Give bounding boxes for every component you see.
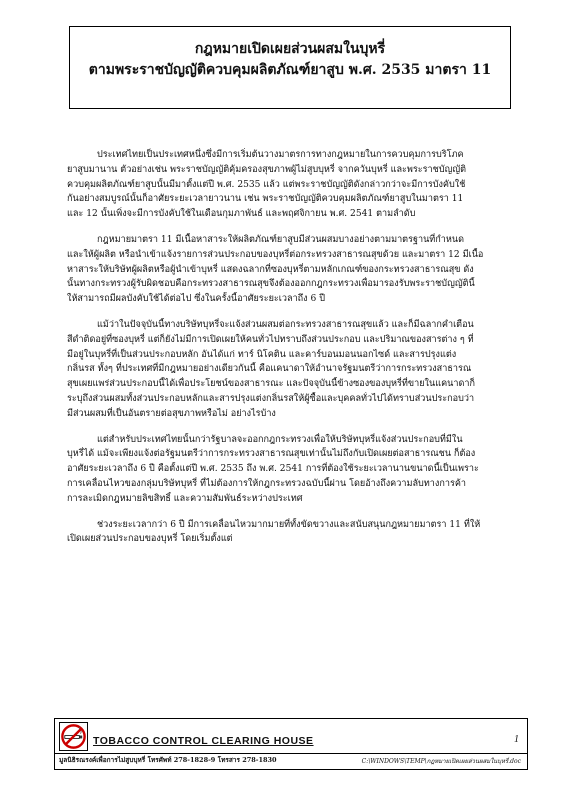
paragraph-line: เปิดเผยส่วนประกอบของบุหรี่ โดยเริ่มตั้งแต่ [67, 534, 233, 545]
paragraph-line: ประเทศไทยเป็นประเทศหนึ่งซึ่งมีการเริ่มต้นวางมาตรการทางกฎหมายในการควบคุมการบริโภค [97, 150, 464, 160]
paragraph [67, 233, 521, 307]
paragraph-line: หาสาระให้บริษัทผู้ผลิตหรือผู้นำเข้าบุหรี่ แสดงฉลากที่ซองบุหรี่ตามหลักเกณฑ์ของกระทรวงสาธารณสุข ดัง [67, 264, 474, 275]
document-title-box [69, 26, 511, 109]
paragraph-line: การเคลื่อนไหวของกลุ่มบริษัทบุหรี่ ที่ไม่ต้องการให้กฎกระทรวงฉบับนี้ผ่าน โดยอ้างถึงความลับทางการค้า [67, 478, 467, 489]
paragraph-line: อาศัยระยะเวลาถึง 6 ปี คือตั้งแต่ปี พ.ศ. 2535 ถึง พ.ศ. 2541 การที่ต้องใช้ระยะเวลานานขนาดนี้เป็นเพราะ [67, 464, 479, 475]
paragraph [67, 148, 521, 222]
paragraph-line: ให้สามารถมีผลบังคับใช้ได้ต่อไป ซึ่งในครั้งนี้อาศัยระยะเวลาถึง 6 ปี [67, 294, 325, 305]
page-footer [54, 718, 528, 770]
paragraph-line: สุขเผยแพร่ส่วนประกอบนี้ได้เพื่อประโยชน์ของสาธารณะ และปัจจุบันนี้ข้างซองของบุหรี่ที่ขายในแคนาดาก็ [67, 379, 476, 390]
paragraph [67, 518, 521, 548]
paragraph-line: และให้ผู้ผลิต หรือนำเข้าแจ้งรายการส่วนประกอบของบุหรี่ต่อกระทรวงสาธารณสุขด้วย และมาตรา 12 มีเนื้อ [67, 249, 484, 260]
paragraph-line: นั้นทางกระทรวงผู้รับผิดชอบคือกระทรวงสาธารณสุขจึงต้องออกกฎกระทรวงเพื่อมารองรับพระราชบัญญัตินี้ [67, 279, 475, 290]
paragraph-line: กฎหมายมาตรา 11 มีเนื้อหาสาระให้ผลิตภัณฑ์ยาสูบมีส่วนผสมบางอย่างตามมาตรฐานที่กำหนด [97, 234, 465, 245]
document-body [67, 148, 521, 558]
document-title-line-2: ตามพระราชบัญญัติควบคุมผลิตภัณฑ์ยาสูบ พ.ศ. 2535 มาตรา 11 [88, 62, 492, 78]
paragraph [67, 433, 521, 507]
paragraph-line: มีส่วนผสมที่เป็นอันตรายต่อสุขภาพหรือไม่ อย่างไรบ้าง [67, 408, 276, 419]
no-smoking-icon [59, 722, 88, 751]
org-name: TOBACCO CONTROL CLEARING HOUSE [93, 735, 314, 747]
paragraph-line: ควบคุมผลิตภัณฑ์ยาสูบนั้นมีมาตั้งแต่ปี พ.ศ. 2535 แล้ว แต่พระราชบัญญัติดังกล่าวกว่าจะมีการบังคับใช้ [67, 179, 466, 190]
document-title-line-1: กฎหมายเปิดเผยส่วนผสมในบุหรี่ [194, 41, 386, 57]
paragraph-line: มีอยู่ในบุหรี่ที่เป็นส่วนประกอบหลัก อันได้แก่ ทาร์ นิโคติน และคาร์บอนมอนนอกไซด์ และสารปรุงแต่ง [67, 349, 457, 360]
paragraph-line: บุหรี่ได้ แม้จะเพียงแจ้งต่อรัฐมนตรีว่าการกระทรวงสาธารณสุขเท่านั้นไม่ถึงกับเปิดเผยต่อสาธารณชน ก็ต้อง [67, 449, 476, 460]
paragraph-line: ระบุถึงส่วนผสมทั้งส่วนประกอบหลักและสารปรุงแต่งกลิ่นรสให้ผู้ซื้อและบุคคลทั่วไปได้ทราบส่วนประกอบว่า [67, 393, 475, 404]
footer-banner [55, 719, 527, 754]
paragraph-line: สีดำติดอยู่ที่ซองบุหรี่ แต่ก็ยังไม่มีการเปิดเผยให้คนทั่วไปทราบถึงส่วนประกอบ และปริมาณของสารต่าง ๆ ที่ [67, 334, 474, 345]
paragraph-line: กันอย่างสมบูรณ์นั้นก็อาศัยระยะเวลายาวนาน เช่น พระราชบัญญัติควบคุมผลิตภัณฑ์ยาสูบในมาตรา 11 [67, 194, 464, 205]
paragraph-line: และ 12 นั้นเพิ่งจะมีการบังคับใช้ในเดือนกุมภาพันธ์ และพฤศจิกายน พ.ศ. 2541 ตามลำดับ [67, 209, 416, 220]
paragraph-line: ยาสูบมานาน ตัวอย่างเช่น พระราชบัญญัติคุ้มครองสุขภาพผู้ไม่สูบบุหรี่ จากควันบุหรี่ และพระราชบัญญัติ [67, 164, 467, 175]
paragraph-line: การละเมิดกฎหมายลิขสิทธิ์ และความสัมพันธ์ระหว่างประเทศ [67, 493, 303, 504]
paragraph-line: ช่วงระยะเวลากว่า 6 ปี มีการเคลื่อนไหวมากมายที่ทั้งขัดขวางและสนับสนุนกฎหมายมาตรา 11 ที่ให้ [97, 519, 481, 530]
page-number: 1 [514, 734, 519, 745]
file-path: C:\WINDOWS\TEMP\กฎหมายเปิดเผยส่วนผสมในบุหรี่.doc [361, 758, 521, 765]
paragraph-line: แม้ว่าในปัจจุบันนี้ทางบริษัทบุหรี่จะแจ้งส่วนผสมต่อกระทรวงสาธารณสุขแล้ว และก็มีฉลากคำเตือน [97, 319, 474, 330]
paragraph-line: กลิ่นรส ทั้งๆ ที่ประเทศที่มีกฎหมายอย่างเดียวกันนี้ คือแคนาดาให้อำนาจรัฐมนตรีว่าการกระทรวงสาธารณ [67, 364, 472, 375]
contact-info: มูลนิธิรณรงค์เพื่อการไม่สูบบุหรี่ โทรศัพท์ 278-1828-9 โทรสาร 278-1830 [59, 756, 277, 764]
paragraph [67, 318, 521, 422]
paragraph-line: แต่สำหรับประเทศไทยนั้นกว่ารัฐบาลจะออกกฎกระทรวงเพื่อให้บริษัทบุหรี่แจ้งส่วนประกอบที่มีใน [97, 434, 463, 445]
